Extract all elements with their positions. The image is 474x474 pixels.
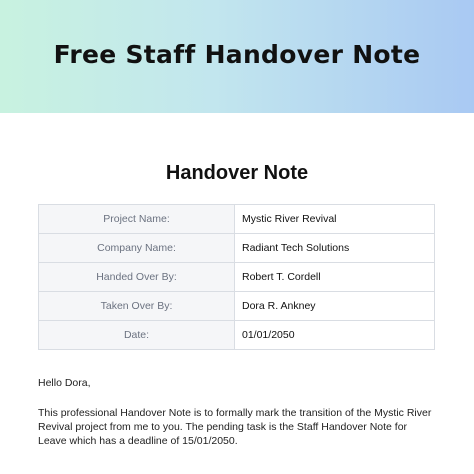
date-label: Date: bbox=[39, 321, 235, 350]
table-row bbox=[39, 263, 435, 292]
company-name-label: Company Name: bbox=[39, 234, 235, 263]
banner-title: Free Staff Handover Note bbox=[53, 40, 421, 69]
project-name-value: Mystic River Revival bbox=[235, 205, 435, 234]
table-row bbox=[39, 205, 435, 234]
handed-over-by-value: Robert T. Cordell bbox=[235, 263, 435, 292]
taken-over-by-value: Dora R. Ankney bbox=[235, 292, 435, 321]
document-title: Handover Note bbox=[165, 162, 309, 184]
date-value: 01/01/2050 bbox=[235, 321, 435, 350]
company-name-value: Radiant Tech Solutions bbox=[235, 234, 435, 263]
header-banner bbox=[0, 0, 474, 113]
body-paragraph: This professional Handover Note is to formally mark the transition of the Mystic River Revival project from me to you. The pending task is the Staff Handover Note for Leave which has a deadline of 15/01/2050. bbox=[38, 407, 432, 447]
greeting-text: Hello Dora, bbox=[38, 377, 91, 389]
taken-over-by-label: Taken Over By: bbox=[39, 292, 235, 321]
handover-details-table bbox=[38, 204, 435, 350]
table-row bbox=[39, 292, 435, 321]
handed-over-by-label: Handed Over By: bbox=[39, 263, 235, 292]
table-row bbox=[39, 321, 435, 350]
project-name-label: Project Name: bbox=[39, 205, 235, 234]
table-row bbox=[39, 234, 435, 263]
